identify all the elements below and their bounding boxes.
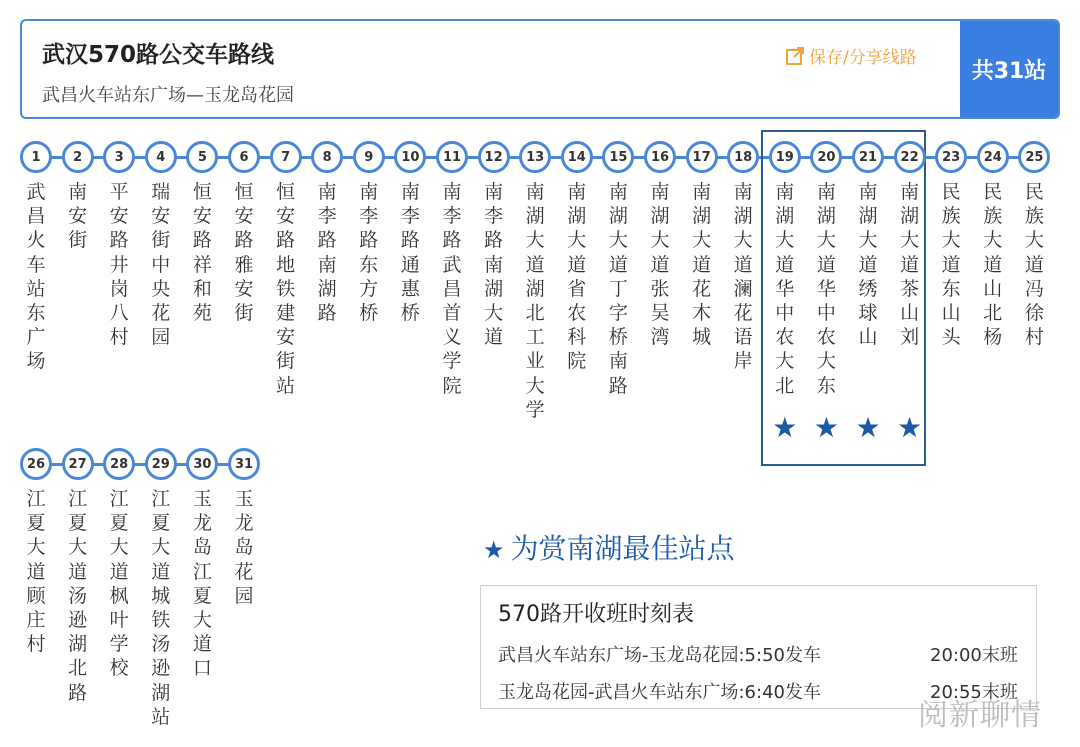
route-header [20, 19, 1060, 119]
stop-name: 恒安路祥和苑 [192, 181, 212, 325]
stop-24[interactable] [972, 141, 1014, 349]
stop-number[interactable]: 23 [935, 141, 967, 173]
stop-28[interactable] [98, 448, 140, 681]
share-route-label: 保存/分享线路 [809, 48, 917, 68]
stop-23[interactable] [930, 141, 972, 349]
stop-number[interactable]: 10 [394, 141, 426, 173]
best-stop-star-icon: ★ [813, 411, 839, 444]
stop-number[interactable]: 1 [20, 141, 52, 173]
stop-27[interactable] [57, 448, 99, 705]
stop-18[interactable] [722, 141, 764, 374]
schedule-row [498, 678, 1018, 704]
stop-21[interactable] [847, 141, 889, 349]
share-icon [785, 46, 805, 66]
stop-number[interactable]: 11 [436, 141, 468, 173]
legend-text: 为赏南湖最佳站点 [510, 532, 735, 565]
stop-number[interactable]: 29 [145, 448, 177, 480]
stop-number[interactable]: 27 [62, 448, 94, 480]
schedule-route: 武昌火车站东广场-玉龙岛花园:5:50发车 [498, 645, 821, 666]
stop-name: 南湖大道澜花语岸 [733, 181, 753, 373]
stop-name: 平安路井岗八村 [109, 181, 129, 349]
stop-26[interactable] [15, 448, 57, 656]
stop-number[interactable]: 18 [727, 141, 759, 173]
stop-name: 南安街 [68, 181, 88, 252]
stop-number[interactable]: 21 [852, 141, 884, 173]
stop-name: 南李路南湖大道 [484, 181, 504, 349]
stop-number[interactable]: 16 [644, 141, 676, 173]
stop-29[interactable] [140, 448, 182, 729]
stop-name: 江夏大道城铁汤逊湖站 [151, 488, 171, 728]
stop-name: 玉龙岛江夏大道口 [192, 488, 212, 680]
stop-name: 南李路南湖路 [317, 181, 337, 325]
stop-name: 武昌火车站东广场 [26, 181, 46, 373]
schedule-last-bus: 20:00末班 [930, 645, 1018, 666]
share-route-button[interactable] [785, 43, 917, 68]
stop-10[interactable] [389, 141, 431, 325]
stop-name: 南湖大道华中农大北 [775, 181, 795, 397]
star-icon: ★ [483, 536, 505, 564]
stop-name: 民族大道山北杨 [983, 181, 1003, 349]
stop-7[interactable] [265, 141, 307, 398]
schedule-row [498, 641, 1018, 667]
stop-name: 南湖大道茶山刘 [900, 181, 920, 349]
stop-name: 玉龙岛花园 [234, 488, 254, 607]
stop-9[interactable] [348, 141, 390, 325]
stop-number[interactable]: 15 [602, 141, 634, 173]
total-stops-badge: 共31站 [960, 21, 1058, 117]
best-stop-star-icon: ★ [897, 411, 923, 444]
stop-17[interactable] [681, 141, 723, 349]
stop-4[interactable] [140, 141, 182, 349]
stop-number[interactable]: 22 [894, 141, 926, 173]
stop-name: 南湖大道省农科院 [567, 181, 587, 373]
stop-number[interactable]: 3 [103, 141, 135, 173]
stop-number[interactable]: 12 [478, 141, 510, 173]
stop-number[interactable]: 2 [62, 141, 94, 173]
route-subtitle: 武昌火车站东广场—玉龙岛花园 [42, 85, 294, 106]
stop-3[interactable] [98, 141, 140, 349]
stop-5[interactable] [181, 141, 223, 325]
schedule-route: 玉龙岛花园-武昌火车站东广场:6:40发车 [498, 682, 821, 703]
stop-name: 南湖大道湖北工业大学 [525, 181, 545, 421]
stop-name: 江夏大道顾庄村 [26, 488, 46, 656]
stop-number[interactable]: 13 [519, 141, 551, 173]
stop-11[interactable] [431, 141, 473, 398]
stop-30[interactable] [181, 448, 223, 681]
stop-name: 南湖大道华中农大东 [816, 181, 836, 397]
stop-13[interactable] [514, 141, 556, 422]
stop-number[interactable]: 24 [977, 141, 1009, 173]
schedule-last-bus: 20:55末班 [930, 682, 1018, 703]
stop-number[interactable]: 19 [769, 141, 801, 173]
stop-name: 民族大道冯徐村 [1024, 181, 1044, 349]
stop-15[interactable] [597, 141, 639, 398]
stop-31[interactable] [223, 448, 265, 608]
stop-number[interactable]: 9 [353, 141, 385, 173]
stop-6[interactable] [223, 141, 265, 325]
stop-number[interactable]: 17 [686, 141, 718, 173]
stop-name: 南李路东方桥 [359, 181, 379, 325]
stop-name: 瑞安街中央花园 [151, 181, 171, 349]
stop-name: 南湖大道花木城 [692, 181, 712, 349]
stop-12[interactable] [473, 141, 515, 349]
schedule-title: 570路开收班时刻表 [498, 602, 694, 627]
stop-22[interactable] [889, 141, 931, 349]
stop-name: 江夏大道汤逊湖北路 [68, 488, 88, 704]
stop-number[interactable]: 6 [228, 141, 260, 173]
stop-number[interactable]: 14 [561, 141, 593, 173]
stop-1[interactable] [15, 141, 57, 374]
stop-2[interactable] [57, 141, 99, 253]
stop-number[interactable]: 25 [1018, 141, 1050, 173]
stop-number[interactable]: 31 [228, 448, 260, 480]
stop-number[interactable]: 8 [311, 141, 343, 173]
stop-name: 南湖大道丁字桥南路 [608, 181, 628, 397]
stop-25[interactable] [1013, 141, 1055, 349]
stop-20[interactable] [805, 141, 847, 398]
route-title: 武汉570路公交车路线 [42, 42, 275, 68]
stop-name: 南湖大道张吴湾 [650, 181, 670, 349]
best-stop-legend [483, 527, 735, 567]
stop-name: 南李路武昌首义学院 [442, 181, 462, 397]
stop-8[interactable] [306, 141, 348, 325]
stop-name: 南李路通惠桥 [400, 181, 420, 325]
stop-number[interactable]: 28 [103, 448, 135, 480]
stop-number[interactable]: 4 [145, 141, 177, 173]
stop-number[interactable]: 7 [270, 141, 302, 173]
best-stop-star-icon: ★ [855, 411, 881, 444]
best-stop-star-icon: ★ [772, 411, 798, 444]
stop-name: 恒安路雅安街 [234, 181, 254, 325]
stop-number[interactable]: 26 [20, 448, 52, 480]
stop-name: 民族大道东山头 [941, 181, 961, 349]
watermark: 阅新聊情 [918, 698, 1042, 733]
stop-14[interactable] [556, 141, 598, 374]
stop-number[interactable]: 5 [186, 141, 218, 173]
stop-number[interactable]: 30 [186, 448, 218, 480]
stop-name: 恒安路地铁建安街站 [276, 181, 296, 397]
stop-number[interactable]: 20 [810, 141, 842, 173]
stop-name: 江夏大道枫叶学校 [109, 488, 129, 680]
stop-name: 南湖大道绣球山 [858, 181, 878, 349]
stop-16[interactable] [639, 141, 681, 349]
stop-19[interactable] [764, 141, 806, 398]
